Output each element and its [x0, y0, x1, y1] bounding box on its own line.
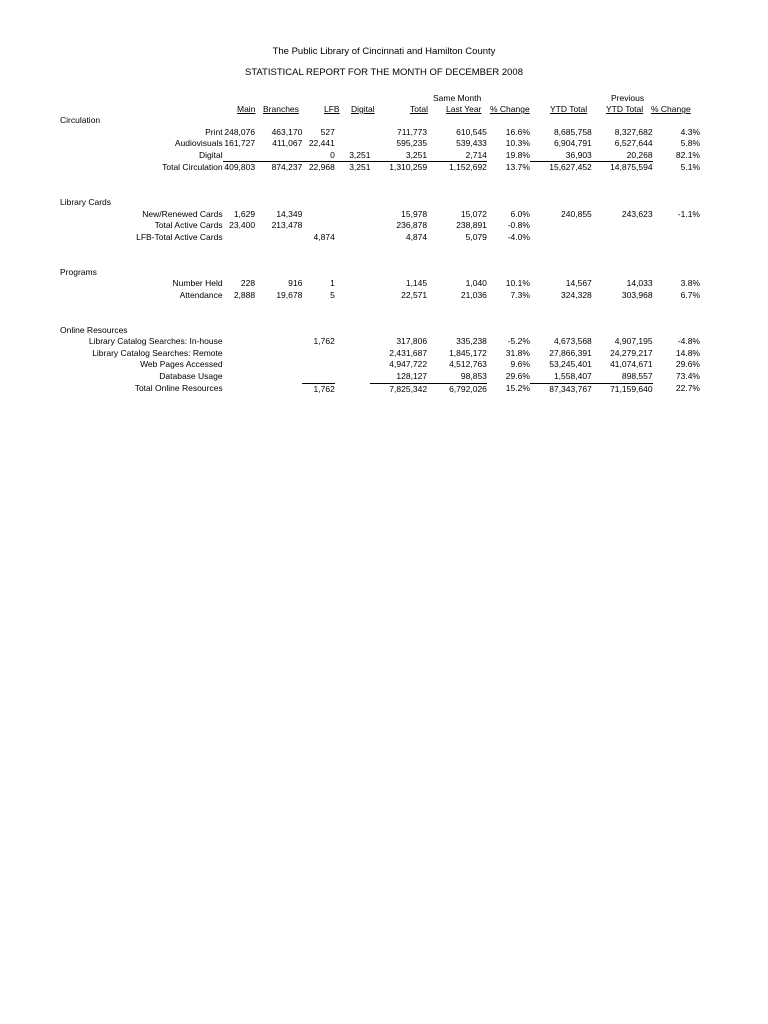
total-row: [60, 162, 700, 174]
cell-total: 711,773: [397, 126, 428, 137]
cell-lfb: 22,968: [302, 162, 335, 174]
cell-pct2: [653, 220, 700, 232]
cell-branches: 463,170: [271, 126, 303, 137]
table-row: [60, 290, 700, 302]
cell-main: 409,803: [224, 162, 256, 173]
cell-main: [223, 371, 256, 383]
cell-prev-ytd: 24,279,217: [610, 347, 653, 358]
cell-lfb: 527: [320, 126, 335, 137]
cell-prev-ytd: [592, 232, 653, 244]
cell-last-year: 539,433: [456, 138, 487, 149]
cell-pct: 6.0%: [510, 208, 530, 219]
table-row: [60, 232, 700, 244]
cell-main: [223, 336, 256, 348]
cell-ytd: 15,627,452: [530, 162, 592, 174]
cell-digital: [335, 127, 371, 139]
report-title: The Public Library of Cincinnati and Hamilton County: [272, 46, 496, 57]
report-subtitle: STATISTICAL REPORT FOR THE MONTH OF DECEMBER 2008: [244, 67, 523, 78]
header-pct-change: % Change: [490, 104, 530, 114]
row-label: Library Catalog Searches: Remote: [92, 347, 223, 358]
spacer-row: [60, 174, 700, 186]
cell-last-year: 2,714: [465, 149, 487, 160]
cell-pct2: 82.1%: [675, 150, 700, 161]
cell-last-year: 335,238: [456, 336, 487, 347]
cell-main: [223, 348, 256, 360]
cell-lfb: [302, 220, 335, 232]
cell-digital: [335, 359, 371, 371]
row-label: Print: [205, 126, 223, 137]
cell-lfb: 0: [330, 149, 335, 160]
cell-last-year: 1,845,172: [449, 347, 487, 358]
cell-total: 7,825,342: [370, 383, 427, 395]
header-total: Total: [410, 104, 428, 114]
cell-pct: 29.6%: [505, 371, 530, 382]
cell-last-year: 98,853: [460, 371, 487, 382]
cell-branches: 213,478: [271, 220, 303, 231]
table-row: [60, 359, 700, 371]
cell-ytd: 6,904,791: [553, 138, 592, 149]
cell-branches: 874,237: [255, 162, 302, 174]
cell-pct2: 6.7%: [680, 289, 700, 300]
header-ytd-total: YTD Total: [550, 104, 588, 114]
cell-ytd: 324,328: [561, 289, 592, 300]
table-row: [60, 220, 700, 232]
section-header-row: [60, 115, 700, 127]
cell-lfb: 4,874: [313, 231, 335, 242]
cell-total: 317,806: [396, 336, 428, 347]
cell-main: [223, 383, 256, 395]
cell-prev-ytd: 6,527,644: [614, 138, 653, 149]
cell-ytd: 87,343,767: [530, 383, 592, 395]
cell-last-year: 1,152,692: [427, 162, 487, 174]
cell-pct: -5.2%: [507, 336, 530, 347]
table-row: [60, 348, 700, 360]
cell-total: 595,235: [396, 138, 428, 149]
cell-branches: 19,678: [276, 289, 303, 300]
table-row: [60, 278, 700, 290]
table-row: [60, 371, 700, 383]
cell-prev-ytd: 303,968: [621, 289, 653, 300]
cell-main: 248,076: [224, 126, 256, 137]
cell-last-year: 1,040: [465, 278, 487, 289]
cell-prev-ytd: 898,557: [621, 371, 653, 382]
row-label: Total Active Cards: [154, 220, 223, 231]
cell-pct: 19.8%: [505, 150, 530, 161]
cell-prev-ytd: 14,033: [626, 278, 653, 289]
cell-total: 4,874: [405, 231, 428, 242]
spacer-row: [60, 244, 700, 256]
header-lfb: LFB: [324, 104, 340, 114]
cell-branches: [255, 348, 302, 360]
cell-lfb: 22,441: [308, 138, 335, 149]
cell-ytd: [530, 220, 592, 232]
cell-prev-ytd: 41,074,671: [610, 359, 653, 370]
cell-branches: [255, 150, 302, 162]
row-label: Database Usage: [159, 371, 223, 382]
cell-pct: 10.1%: [505, 278, 530, 289]
cell-main: 228: [240, 278, 256, 289]
cell-prev-ytd: 71,159,640: [592, 383, 653, 395]
row-label: Library Catalog Searches: In-house: [88, 336, 223, 347]
cell-digital: [335, 278, 371, 290]
cell-ytd: 8,685,758: [553, 126, 592, 137]
cell-last-year: 15,072: [460, 208, 487, 219]
cell-total: 2,431,687: [389, 347, 428, 358]
table-row: [60, 127, 700, 139]
cell-lfb: [302, 359, 335, 371]
cell-pct2: [653, 232, 700, 244]
cell-digital: [335, 348, 371, 360]
total-row: [60, 383, 700, 395]
cell-lfb: [302, 371, 335, 383]
cell-pct: -4.0%: [507, 231, 530, 242]
cell-lfb: 5: [330, 289, 335, 300]
statistics-table: [60, 115, 700, 395]
section-header-row: [60, 325, 700, 337]
cell-prev-ytd: 4,907,195: [614, 336, 653, 347]
header-digital: Digital: [351, 104, 375, 114]
cell-ytd: 27,866,391: [549, 347, 592, 358]
row-label: New/Renewed Cards: [142, 208, 223, 219]
cell-pct2: 14.8%: [675, 347, 700, 358]
cell-digital: 3,251: [349, 149, 371, 160]
cell-digital: [335, 232, 371, 244]
cell-main: 23,400: [229, 220, 256, 231]
table-row: [60, 209, 700, 221]
cell-pct2: -1.1%: [677, 208, 700, 219]
row-label: Total Online Resources: [134, 383, 223, 394]
cell-main: 161,727: [224, 138, 256, 149]
cell-digital: [335, 290, 371, 302]
row-label: LFB-Total Active Cards: [136, 231, 223, 242]
cell-main: [223, 150, 256, 162]
cell-pct: 16.6%: [505, 126, 530, 137]
cell-main: [223, 359, 256, 371]
cell-prev-ytd: 20,268: [626, 149, 653, 160]
cell-total: 22,571: [401, 289, 428, 300]
cell-pct: 31.8%: [505, 347, 530, 358]
cell-branches: [255, 383, 302, 395]
cell-ytd: 240,855: [561, 208, 592, 219]
section-header-row: [60, 197, 700, 209]
header-prev-ytd-total: YTD Total: [606, 104, 644, 114]
section-title: Online Resources: [60, 324, 128, 335]
cell-prev-ytd: 8,327,682: [614, 126, 653, 137]
cell-lfb: 1,762: [313, 336, 335, 347]
cell-pct2: 5.8%: [680, 138, 700, 149]
cell-main: [223, 232, 256, 244]
row-label: Total Circulation: [162, 162, 223, 173]
cell-ytd: 36,903: [565, 149, 592, 160]
cell-pct: 9.6%: [510, 359, 530, 370]
spacer-row: [60, 186, 700, 198]
cell-total: 15,978: [401, 208, 428, 219]
section-title: Library Cards: [60, 197, 112, 208]
cell-total: 128,127: [396, 371, 428, 382]
cell-pct2: 5.1%: [680, 162, 700, 173]
cell-prev-ytd: 14,875,594: [592, 162, 653, 174]
header-previous: Previous: [611, 93, 645, 103]
section-title: Circulation: [60, 115, 101, 125]
cell-total: 4,947,722: [389, 359, 428, 370]
cell-total: 1,145: [405, 278, 428, 289]
header-last-year: Last Year: [446, 104, 482, 114]
cell-pct: 15.2%: [505, 383, 530, 394]
cell-pct2: 73.4%: [675, 371, 700, 382]
row-label: Digital: [198, 150, 223, 161]
cell-last-year: 21,036: [460, 289, 487, 300]
header-pct-change-ytd: % Change: [651, 104, 691, 114]
cell-digital: 3,251: [335, 162, 371, 174]
row-label: Web Pages Accessed: [140, 359, 223, 370]
cell-pct2: -4.8%: [677, 336, 700, 347]
cell-digital: [335, 220, 371, 232]
spacer-row: [60, 255, 700, 267]
cell-prev-ytd: 243,623: [621, 208, 653, 219]
cell-last-year: 5,079: [465, 231, 487, 242]
cell-ytd: 1,558,407: [553, 371, 592, 382]
cell-last-year: 4,512,763: [449, 359, 487, 370]
cell-ytd: 14,567: [565, 278, 592, 289]
cell-ytd: 4,673,568: [553, 336, 592, 347]
cell-last-year: 610,545: [456, 126, 487, 137]
cell-pct: -0.8%: [507, 220, 530, 231]
cell-branches: [255, 232, 302, 244]
cell-lfb: [302, 348, 335, 360]
cell-prev-ytd: [592, 220, 653, 232]
cell-total: 1,310,259: [370, 162, 427, 174]
cell-main: 2,888: [233, 289, 256, 300]
cell-pct: 7.3%: [510, 289, 530, 300]
section-header-row: [60, 267, 700, 279]
cell-pct: 13.7%: [505, 162, 530, 173]
cell-lfb: 1: [330, 278, 335, 289]
cell-last-year: 6,792,026: [427, 383, 487, 395]
cell-pct: 10.3%: [505, 138, 530, 149]
header-branches: Branches: [263, 104, 299, 114]
spacer-row: [60, 302, 700, 314]
cell-branches: 411,067: [272, 138, 303, 149]
cell-pct2: 22.7%: [675, 383, 700, 394]
table-row: [60, 336, 700, 348]
row-label: Audiovisuals: [174, 138, 223, 149]
cell-last-year: 238,891: [456, 220, 487, 231]
header-main: Main: [237, 104, 256, 114]
cell-pct2: 3.8%: [680, 278, 700, 289]
cell-digital: [335, 383, 371, 395]
cell-digital: [335, 336, 371, 348]
cell-total: 3,251: [405, 149, 428, 160]
cell-pct2: 29.6%: [675, 359, 700, 370]
cell-lfb: 1,762: [302, 383, 335, 395]
section-title: Programs: [60, 266, 97, 277]
cell-branches: 916: [288, 278, 303, 289]
cell-total: 236,878: [396, 220, 428, 231]
cell-main: 1,629: [233, 208, 256, 219]
spacer-row: [60, 313, 700, 325]
cell-pct2: 4.3%: [680, 126, 700, 137]
cell-lfb: [302, 209, 335, 221]
table-row: [60, 150, 700, 162]
cell-digital: [335, 209, 371, 221]
cell-branches: [255, 371, 302, 383]
cell-ytd: [530, 232, 592, 244]
cell-branches: [255, 336, 302, 348]
cell-branches: [255, 359, 302, 371]
cell-ytd: 53,245,401: [549, 359, 592, 370]
row-label: Number Held: [172, 278, 223, 289]
header-same-month: Same Month: [433, 93, 482, 103]
cell-digital: [335, 138, 371, 150]
row-label: Attendance: [179, 289, 223, 300]
table-row: [60, 138, 700, 150]
cell-branches: 14,349: [276, 208, 303, 219]
cell-digital: [335, 371, 371, 383]
